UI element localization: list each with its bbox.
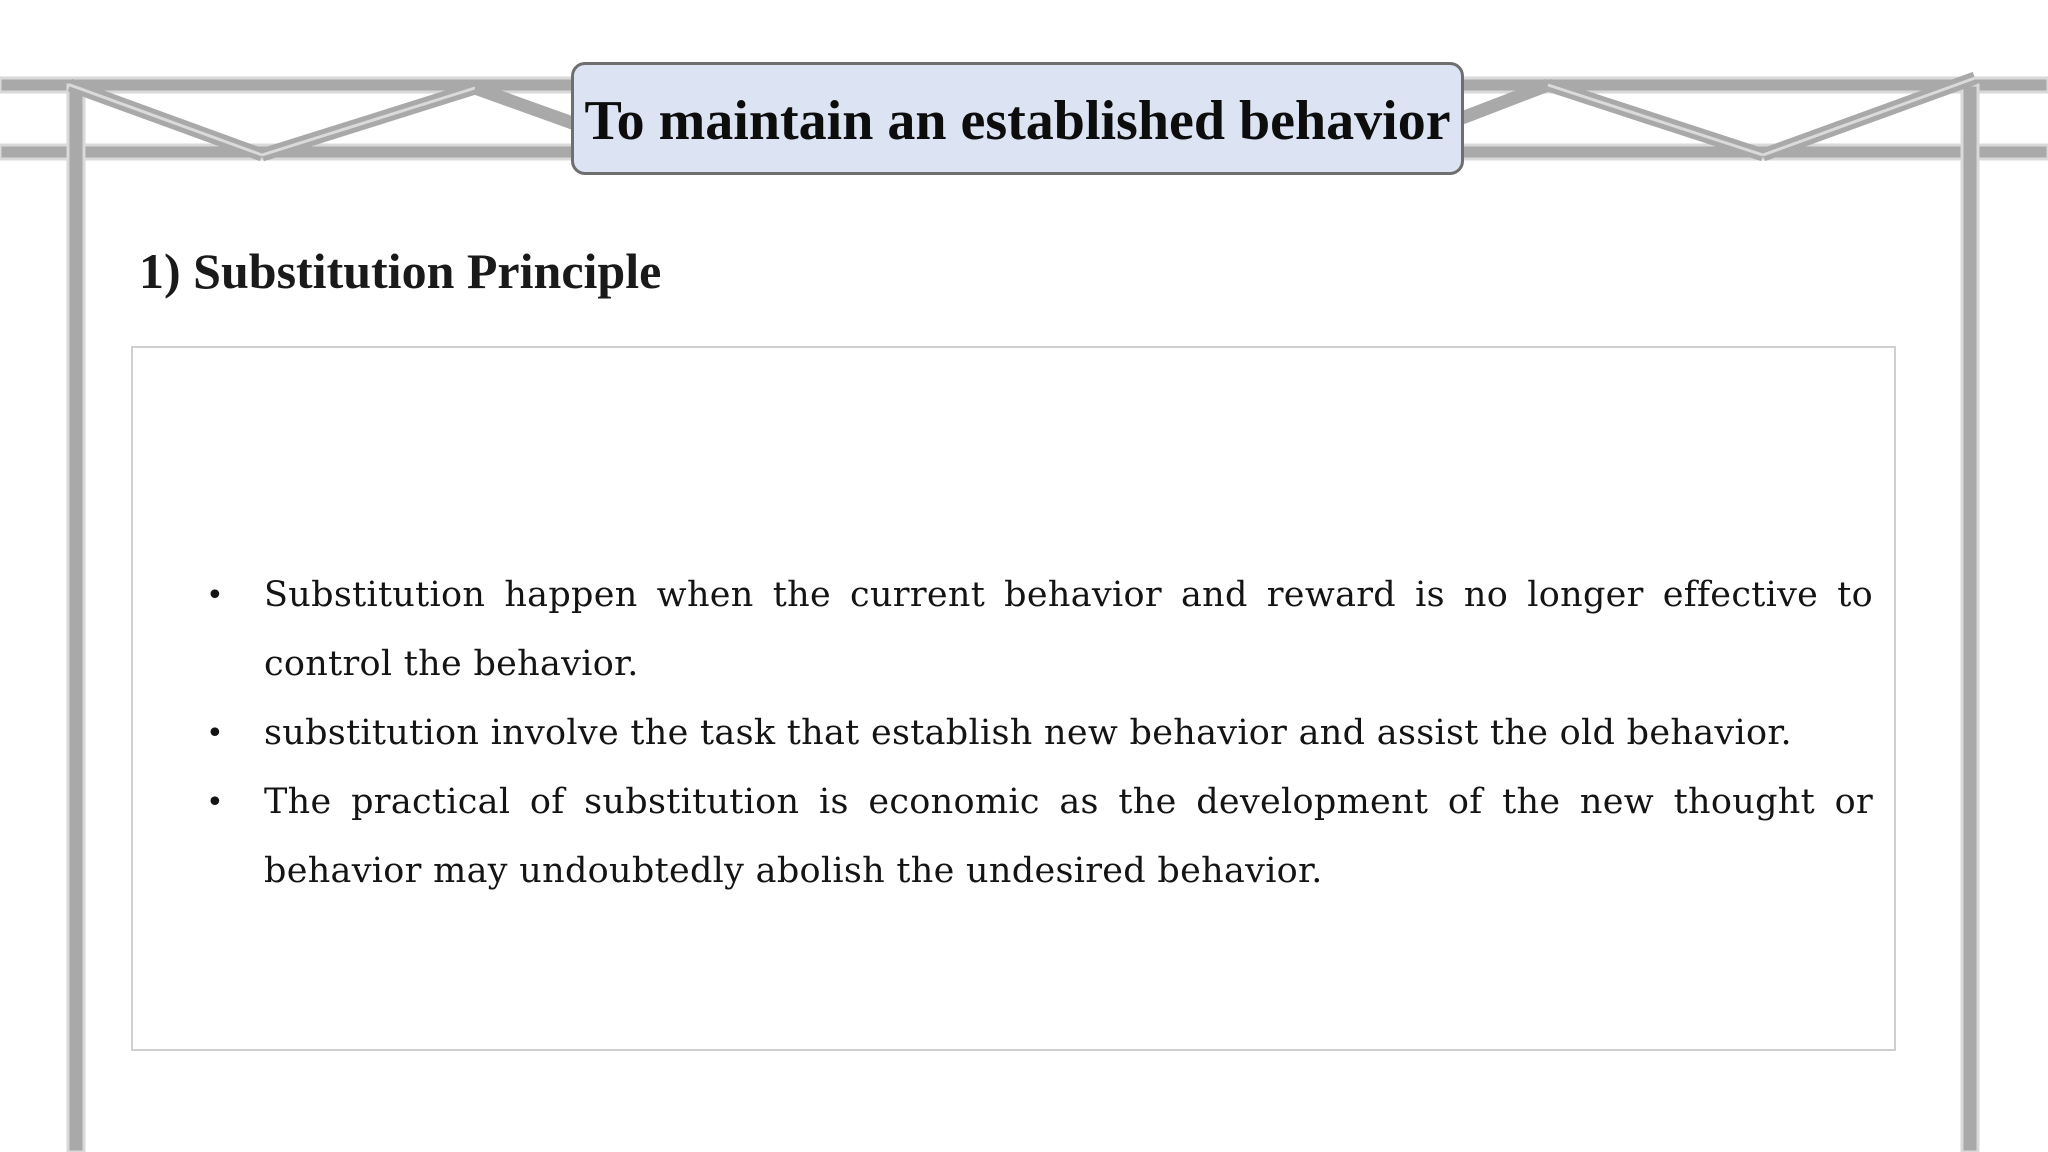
post-left xyxy=(68,85,84,1152)
bullet-marker: • xyxy=(206,716,224,751)
title-banner xyxy=(571,62,1464,175)
bullet-text: substitution involve the task that establish new behavior and assist the old behavior. xyxy=(264,713,1792,753)
bullet-text: The practical of substitution is economic as the development of the new thought or behavior may undoubtedly abolish the undesired behavior. xyxy=(264,782,1873,891)
section-heading: 1) Substitution Principle xyxy=(139,243,662,299)
bullet-marker: • xyxy=(206,785,224,820)
brace-left-3 xyxy=(475,88,578,125)
bullet-item xyxy=(206,561,1873,699)
content-panel xyxy=(131,346,1896,1051)
bullet-item xyxy=(206,768,1873,906)
bullet-list xyxy=(206,561,1873,906)
bullet-item xyxy=(206,699,1873,768)
bullet-text: Substitution happen when the current behavior and reward is no longer effective to control the behavior. xyxy=(264,575,1873,684)
post-right xyxy=(1962,85,1978,1152)
slide-title: To maintain an established behavior xyxy=(584,89,1451,152)
bullet-marker: • xyxy=(206,578,224,613)
